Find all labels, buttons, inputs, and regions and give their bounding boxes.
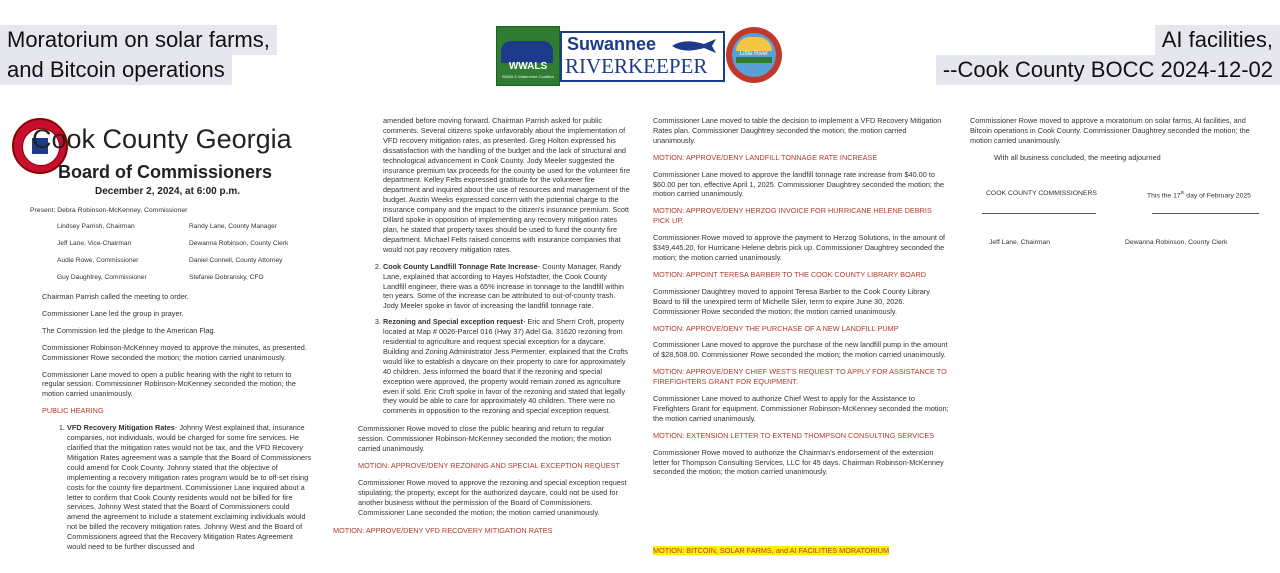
list-item [67,423,312,552]
wwals-logo-subtext: WWALS Watershed Coalition [502,74,554,79]
attendee-row [57,240,317,257]
present-line: Present: Debra Robinson-McKenney, Commissioner [30,207,188,214]
board-title: Board of Commissioners [58,162,273,182]
paragraph: Commissioner Lane moved to authorize Chief West to apply for the Assistance to Firefighters Grant for equipment. Commissioner Robinson-McKenney seconded the motion; the motion carried unanimously. [653,394,949,423]
motion-heading: MOTION: APPROVE/DENY VFD RECOVERY MITIGATION RATES [333,525,553,535]
date-text-post: day of February 2025 [1184,192,1251,200]
paragraph: Commissioner Rowe moved to approve the payment to Herzog Solutions, in the amount of $349,445.20, for Hurricane Helene debris pick up. Commissioner Daughtrey seconded the motion; the motion carried unanimously. [653,233,946,262]
moratorium-motion-heading [653,546,889,556]
paragraph: Commissioner Lane moved to table the decision to implement a VFD Recovery Mitigation Rates plan. Commissioner Daughtrey seconded the motion; the motion carried unanimously. [653,116,942,145]
page1-body [42,292,312,558]
public-hearing-heading: PUBLIC HEARING [42,406,104,416]
signature-date-right [1147,190,1251,199]
county-title: Cook County Georgia [32,124,292,154]
page2-body [333,116,632,542]
attendee-left: Lindsey Parrish, Chairman [57,223,135,230]
attendee-right: Stefanie Dobransky, CFO [189,274,264,281]
attendee-row [57,274,317,291]
motion-heading: MOTION: EXTENSION LETTER TO EXTEND THOMPSON CONSULTING SERVICES [653,430,935,440]
caption-top-right-2: --Cook County BOCC 2024-12-02 [936,55,1280,85]
signatory-left: Jeff Lane, Chairman [989,239,1051,246]
attendee-right: Randy Lane, County Manager [189,223,277,230]
item-title: Cook County Landfill Tonnage Rate Increase [383,261,538,271]
wwals-logo [496,26,560,86]
page3-body [653,116,949,484]
paragraph: amended before moving forward. Chairman Parrish asked for public comments. Several citizens spoke unfavorably about the implementation of VFD recovery mitigation rates, as presented. Greg Holton expressed his dissatisfaction with the handling of the budget and the lack of structural and technological advancement in Cook County. Jody Meeler suggested the insurance premium tax proceeds for the county be used for the volunteer fire department. Kelley Felts expressed gratitude for the volunteer fire department and inquired about the use of resources and management of the budget. Austin Weeks expressed concern with the potential charge to the insurance company and the impact to the citizen's insurance premium. Scott Dillard spoke in opposition of implementing any recovery mitigation rates plan, he stated that property taxes should be used to fund the county fire department. Michael Felts raised concerns with insurance companies that would not pay recovery mitigation rates. [383,116,631,254]
signature-label-left: COOK COUNTY COMMISSIONERS [986,190,1097,197]
little-river-logo [726,27,782,83]
paragraph: Commissioner Rowe moved to approve the rezoning and special exception request stipulating; the property, except for the authorized daycare, could not be used for another business without the permission of the Board of Commissioners. Commissioner Lane seconded the motion; the motion carried unanimously. [358,477,627,517]
caption-top-right-1: AI facilities, [1155,25,1280,55]
list-item [383,317,632,416]
suwannee-riverkeeper-logo [560,31,725,82]
attendee-right: Dewanna Robinson, County Clerk [189,240,289,247]
hearing-items-continued [358,262,632,417]
adjourn-paragraph: With all business concluded, the meeting adjourned [994,152,1161,162]
page4-body [970,116,1268,170]
item-title: VFD Recovery Mitigation Rates [67,423,175,433]
paragraph: Commissioner Robinson-McKenney moved to approve the minutes, as presented. Commissioner Rowe seconded the motion; the motion carried unanimously. [42,342,307,362]
paragraph: Commissioner Daughtrey moved to appoint Teresa Barber to the Cook County Library Board to fill the unexpired term of Michelle Siler, term to expire June 30, 2026. Commissioner Rowe seconded the motion; the motion carried unanimously. [653,286,930,316]
paragraph: The Commission led the pledge to the American Flag. [42,325,216,335]
paragraph: Commissioner Lane moved to approve the purchase of the new landfill pump in the amount of $28,508.00. Commissioner Rowe seconded the motion; the motion carried unanimously. [653,340,948,360]
attendee-list [57,223,317,291]
hearing-items [42,423,312,552]
motion-heading: MOTION: APPROVE/DENY HERZOG INVOICE FOR HURRICANE HELENE DEBRIS PICK UP. [653,206,932,226]
caption-top-left-2: and Bitcoin operations [0,55,232,85]
motion-heading: MOTION: APPROVE/DENY CHIEF WEST'S REQUEST TO APPLY FOR ASSISTANCE TO FIREFIGHTERS GRANT FOR EQUIPMENT. [653,367,947,387]
signature-line-left [982,213,1096,214]
attendee-left: Guy Daughtrey, Commissioner [57,274,147,281]
little-river-logo-text: Little River [739,51,769,57]
attendee-left: Jeff Lane, Vice-Chairman [57,240,132,247]
item-title: Rezoning and Special exception request [383,317,523,327]
paragraph: Commissioner Lane moved to approve the landfill tonnage rate increase from $40.00 to $60.00 per ton, effective April 1, 2025. Commissioner Daughtrey seconded the motion; the motion carried unanimously. [653,169,945,199]
riverkeeper-word-riverkeeper: RIVERKEEPER [565,54,708,78]
paragraph: Commissioner Rowe moved to authorize the Chairman's endorsement of the extension letter for Thompson Consulting Services, LLC for 45 days. Chairman Robinson-McKenney seconded the motion; the motion carried unanimously. [653,447,944,477]
attendee-row [57,257,317,274]
paragraph: Commissioner Lane moved to open a public hearing with the right to return to regular session. Commissioner Robinson-McKenney seconded the motion; the motion carried unanimously. [42,369,296,399]
meeting-date: December 2, 2024, at 6:00 p.m. [95,186,241,197]
item-text: - Johnny West explained that, insurance companies, not individuals, would be charged for some fire services. He clarified that the mitigation rates would not be tax, and the VFD Recovery Mitigation Rates agreement was a sample that the Board of Commissioners could amend for Cook County. Johnny stated that the objective of implementing a recovery mitigation rates program would be to off-set rising costs for the county fire department. Commissioner Lane inquired about a letter to confirm that Cook County residents would not be billed for fire services. Johnny West stated that the Board of Commissioners could amend the agreement to include a statement exclaiming individuals would not be billed the recovery mitigation rates. Johnny West and the Board of Commissioners agreed that the Recovery Mitigation Rates Agreement would need to be further discussed and [67,423,312,552]
motion-heading: MOTION: APPROVE/DENY LANDFILL TONNAGE RATE INCREASE [653,152,878,162]
paragraph: Commissioner Rowe moved to close the public hearing and return to regular session. Commissioner Robinson-McKenney seconded the motion; the motion carried unanimously. [358,424,612,454]
wwals-logo-text: WWALS [508,61,548,72]
date-text-pre: This the 17 [1147,192,1181,200]
paragraph: Chairman Parrish called the meeting to order. [42,292,189,301]
date-text-sup: th [1180,190,1185,195]
list-item [383,262,632,312]
caption-top-left-1: Moratorium on solar farms, [0,25,277,55]
signature-line-right [1152,213,1259,214]
paragraph: Commissioner Lane led the group in prayer. [42,308,184,318]
attendee-left: Audie Rowe, Commissioner [57,257,139,264]
highlighted-motion: MOTION: BITCOIN, SOLAR FARMS, and AI FACILITIES MORATORIUM [653,546,890,555]
attendee-right: Daniel Connell, County Attorney [189,257,283,264]
riverkeeper-word-suwannee: Suwannee [567,34,657,54]
attendee-row [57,223,317,240]
motion-heading: MOTION: APPOINT TERESA BARBER TO THE COOK COUNTY LIBRARY BOARD [653,269,927,279]
motion-heading: MOTION: APPROVE/DENY REZONING AND SPECIAL EXCEPTION REQUEST [358,461,620,470]
moratorium-paragraph: Commissioner Rowe moved to approve a moratorium on solar farms, AI facilities, and Bitcoin operations in Cook County. Commissioner Daughtrey seconded the motion; the motion carried unanimously. [970,116,1250,145]
signatory-right: Dewanna Robinson, County Clerk [1125,239,1228,246]
motion-heading: MOTION: APPROVE/DENY THE PURCHASE OF A NEW LANDFILL PUMP [653,323,899,333]
item-text: - County Manager, Randy Lane, explained that according to Hayes Hofstadter, the Cook County Landfill engineer, there was a 65% increase in tonnage to the landfill within ten years. Some of the increase can be attributed to out-of-county trash. Jody Meeler spoke in favor of increasing the landfill tonnage rate. [383,261,624,311]
item-text: - Eric and Sherri Croft, property located at Map # 0026-Parcel 016 (Hwy 37) Adel Ga. 31620 rezoning from residential to agriculture and request special exception for a daycare. Building and Zoning Administrator Jess Permenter, explained that the Crofts would like to establish a daycare on their property to care for approximately 40 children. Jess informed the board that if the rezoning and special exception were approved, the property would remain zoned as agriculture even if sold. Eric Croft spoke in favor of the rezoning and stated that legally they would be able to care for approximately 40 children. There were no comments in opposition to the rezoning and special exception request. [383,317,628,416]
